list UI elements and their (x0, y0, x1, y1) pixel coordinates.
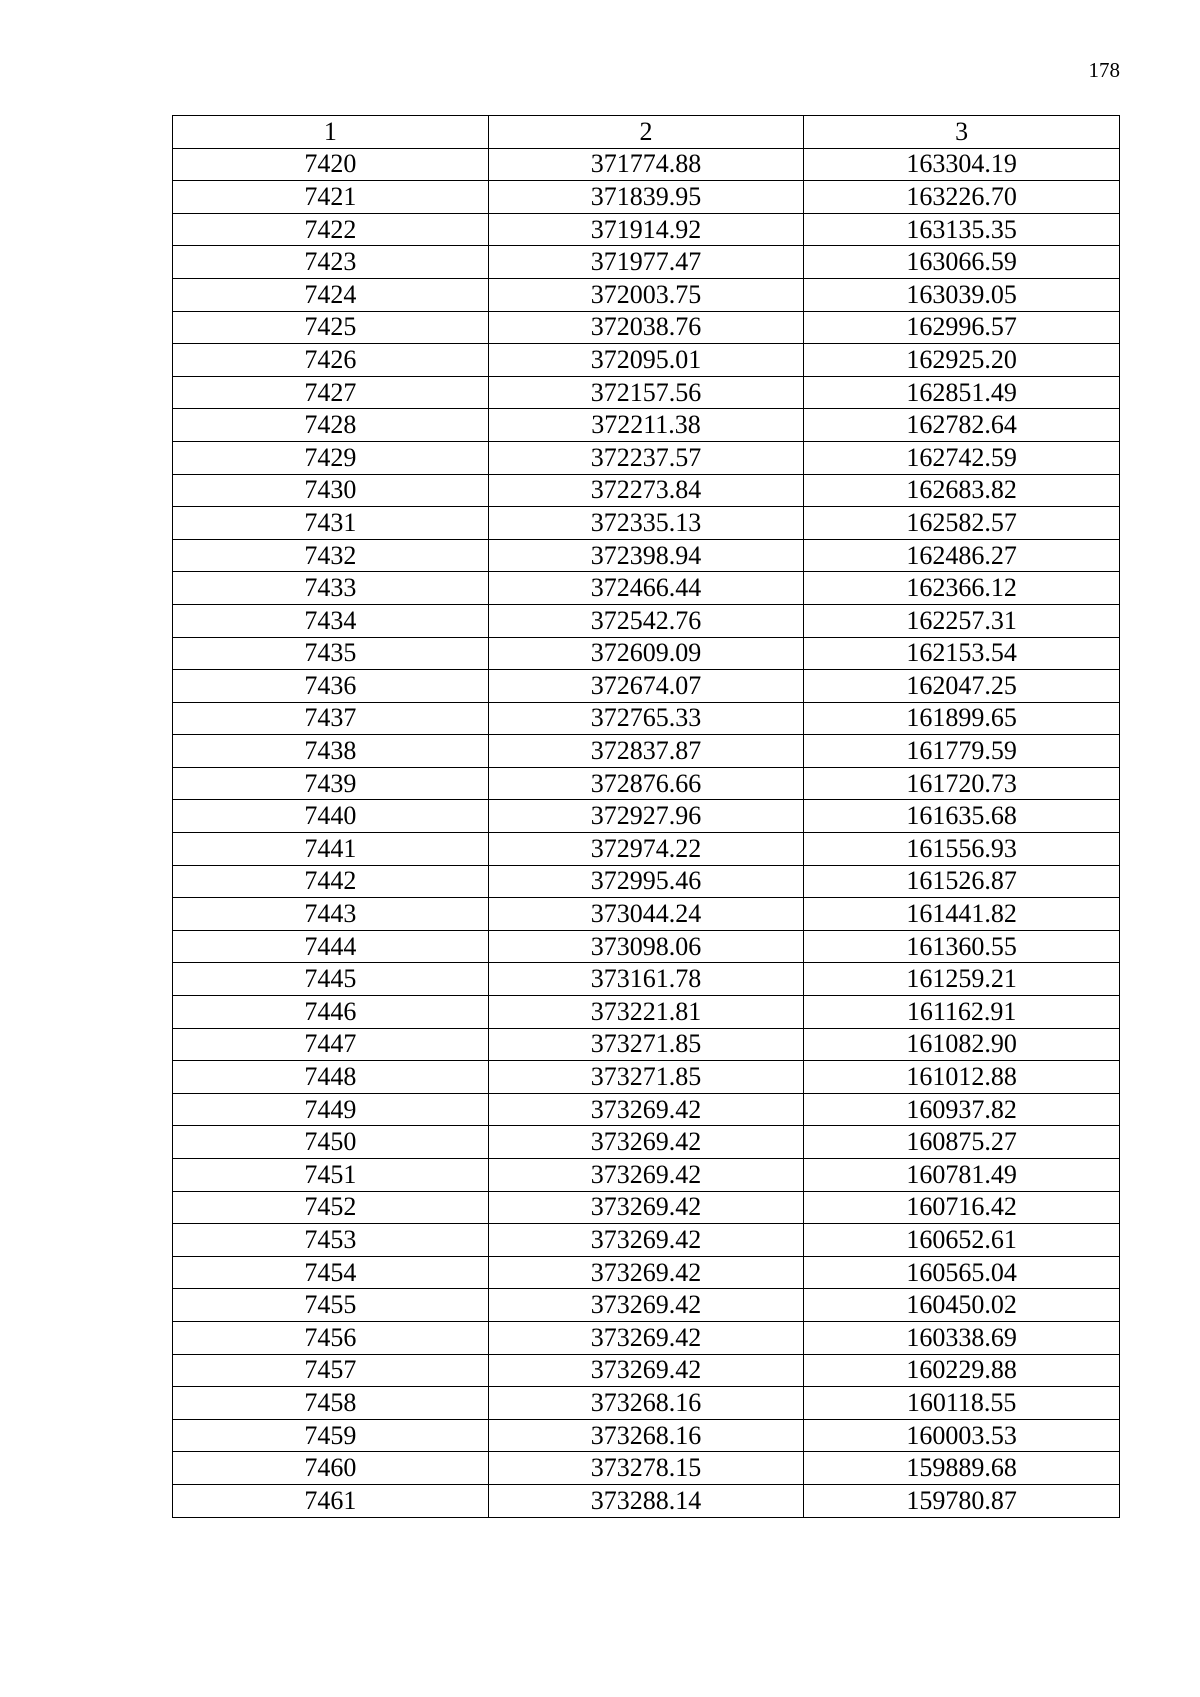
table-row (173, 735, 1120, 768)
table-cell: 161012.88 (804, 1061, 1120, 1094)
table-cell: 373269.42 (488, 1354, 804, 1387)
table-cell: 160875.27 (804, 1126, 1120, 1159)
table-cell: 7448 (173, 1061, 489, 1094)
table-cell: 7457 (173, 1354, 489, 1387)
table-cell: 162996.57 (804, 311, 1120, 344)
table-cell: 162153.54 (804, 637, 1120, 670)
table-cell: 372609.09 (488, 637, 804, 670)
table-row (173, 246, 1120, 279)
table-cell: 373278.15 (488, 1452, 804, 1485)
table-cell: 7434 (173, 604, 489, 637)
table-cell: 372398.94 (488, 539, 804, 572)
table-cell: 7425 (173, 311, 489, 344)
table-row (173, 898, 1120, 931)
table-row (173, 1093, 1120, 1126)
table-cell: 7423 (173, 246, 489, 279)
table-cell: 372995.46 (488, 865, 804, 898)
table-cell: 7459 (173, 1419, 489, 1452)
table-cell: 371839.95 (488, 181, 804, 214)
table-row (173, 800, 1120, 833)
table-row (173, 1256, 1120, 1289)
table-cell: 372466.44 (488, 572, 804, 605)
table-cell: 372038.76 (488, 311, 804, 344)
table-body (173, 148, 1120, 1517)
table-row (173, 1289, 1120, 1322)
table-row (173, 344, 1120, 377)
table-cell: 160118.55 (804, 1387, 1120, 1420)
table-cell: 7447 (173, 1028, 489, 1061)
table-row (173, 474, 1120, 507)
table-cell: 7433 (173, 572, 489, 605)
table-cell: 7428 (173, 409, 489, 442)
table-row (173, 278, 1120, 311)
table-cell: 7429 (173, 441, 489, 474)
table-cell: 7422 (173, 213, 489, 246)
table-cell: 160781.49 (804, 1159, 1120, 1192)
table-cell: 373269.42 (488, 1191, 804, 1224)
table-row (173, 409, 1120, 442)
table-cell: 160937.82 (804, 1093, 1120, 1126)
table-row (173, 441, 1120, 474)
table-cell: 372157.56 (488, 376, 804, 409)
table-cell: 163226.70 (804, 181, 1120, 214)
table-cell: 373268.16 (488, 1387, 804, 1420)
table-cell: 373269.42 (488, 1126, 804, 1159)
table-cell: 162851.49 (804, 376, 1120, 409)
table-cell: 371977.47 (488, 246, 804, 279)
table-cell: 160652.61 (804, 1224, 1120, 1257)
table-row (173, 1191, 1120, 1224)
table-cell: 7450 (173, 1126, 489, 1159)
table-cell: 161360.55 (804, 930, 1120, 963)
table-row (173, 181, 1120, 214)
table-cell: 373161.78 (488, 963, 804, 996)
table-row (173, 507, 1120, 540)
table-row (173, 930, 1120, 963)
table-row (173, 767, 1120, 800)
table-cell: 7446 (173, 996, 489, 1029)
table-cell: 7444 (173, 930, 489, 963)
table-cell: 7426 (173, 344, 489, 377)
table-cell: 372542.76 (488, 604, 804, 637)
table-cell: 162742.59 (804, 441, 1120, 474)
table-row (173, 148, 1120, 181)
table-cell: 7427 (173, 376, 489, 409)
table-cell: 160003.53 (804, 1419, 1120, 1452)
table-cell: 160716.42 (804, 1191, 1120, 1224)
table-cell: 161720.73 (804, 767, 1120, 800)
table-cell: 162782.64 (804, 409, 1120, 442)
table-row (173, 376, 1120, 409)
table-cell: 7460 (173, 1452, 489, 1485)
table-cell: 162683.82 (804, 474, 1120, 507)
column-header-1: 1 (173, 116, 489, 149)
table-cell: 372927.96 (488, 800, 804, 833)
header-row (173, 116, 1120, 149)
table-cell: 373269.42 (488, 1256, 804, 1289)
table-cell: 163066.59 (804, 246, 1120, 279)
table-cell: 7440 (173, 800, 489, 833)
table-cell: 161779.59 (804, 735, 1120, 768)
table-cell: 160565.04 (804, 1256, 1120, 1289)
table-cell: 161259.21 (804, 963, 1120, 996)
table-cell: 7424 (173, 278, 489, 311)
table-cell: 162486.27 (804, 539, 1120, 572)
table-row (173, 963, 1120, 996)
table-cell: 160450.02 (804, 1289, 1120, 1322)
table-cell: 162047.25 (804, 670, 1120, 703)
table-cell: 373269.42 (488, 1321, 804, 1354)
table-cell: 161441.82 (804, 898, 1120, 931)
table-cell: 7461 (173, 1484, 489, 1517)
table-row (173, 1484, 1120, 1517)
table-cell: 7437 (173, 702, 489, 735)
table-cell: 7454 (173, 1256, 489, 1289)
table-row (173, 604, 1120, 637)
table-cell: 373269.42 (488, 1159, 804, 1192)
table-cell: 7436 (173, 670, 489, 703)
table-cell: 159889.68 (804, 1452, 1120, 1485)
table-row (173, 670, 1120, 703)
table-cell: 372211.38 (488, 409, 804, 442)
table-cell: 372974.22 (488, 833, 804, 866)
table-cell: 7445 (173, 963, 489, 996)
table-cell: 162366.12 (804, 572, 1120, 605)
table-cell: 7435 (173, 637, 489, 670)
table-cell: 373098.06 (488, 930, 804, 963)
table-row (173, 1321, 1120, 1354)
table-cell: 160338.69 (804, 1321, 1120, 1354)
table-row (173, 1224, 1120, 1257)
table-row (173, 1126, 1120, 1159)
table-cell: 373268.16 (488, 1419, 804, 1452)
table-cell: 372003.75 (488, 278, 804, 311)
table-row (173, 1159, 1120, 1192)
table-row (173, 996, 1120, 1029)
table-cell: 162257.31 (804, 604, 1120, 637)
column-header-3: 3 (804, 116, 1120, 149)
page-number: 178 (1088, 58, 1120, 82)
table-row (173, 1354, 1120, 1387)
table-cell: 371774.88 (488, 148, 804, 181)
table-cell: 373044.24 (488, 898, 804, 931)
table-row (173, 637, 1120, 670)
table-cell: 373269.42 (488, 1093, 804, 1126)
coordinates-table (172, 115, 1120, 1518)
table-cell: 7453 (173, 1224, 489, 1257)
table-cell: 163039.05 (804, 278, 1120, 311)
table-cell: 372237.57 (488, 441, 804, 474)
table-header (173, 116, 1120, 149)
table-cell: 372095.01 (488, 344, 804, 377)
table-cell: 7458 (173, 1387, 489, 1420)
table-cell: 373269.42 (488, 1289, 804, 1322)
table-cell: 161556.93 (804, 833, 1120, 866)
table-cell: 161635.68 (804, 800, 1120, 833)
table-row (173, 702, 1120, 735)
table-cell: 7420 (173, 148, 489, 181)
table-cell: 373288.14 (488, 1484, 804, 1517)
table-cell: 372837.87 (488, 735, 804, 768)
table-row (173, 1387, 1120, 1420)
table-cell: 7452 (173, 1191, 489, 1224)
table-cell: 7456 (173, 1321, 489, 1354)
table-cell: 7432 (173, 539, 489, 572)
table-cell: 7430 (173, 474, 489, 507)
table-row (173, 1028, 1120, 1061)
table-cell: 7438 (173, 735, 489, 768)
table-row (173, 865, 1120, 898)
table-cell: 163135.35 (804, 213, 1120, 246)
table-row (173, 1452, 1120, 1485)
table-cell: 7439 (173, 767, 489, 800)
table-cell: 372273.84 (488, 474, 804, 507)
table-cell: 7431 (173, 507, 489, 540)
table-cell: 7455 (173, 1289, 489, 1322)
table-cell: 373271.85 (488, 1028, 804, 1061)
table-row (173, 1419, 1120, 1452)
table-cell: 372876.66 (488, 767, 804, 800)
table-cell: 163304.19 (804, 148, 1120, 181)
table-cell: 161082.90 (804, 1028, 1120, 1061)
table-cell: 7451 (173, 1159, 489, 1192)
table-row (173, 213, 1120, 246)
table-row (173, 311, 1120, 344)
table-cell: 372674.07 (488, 670, 804, 703)
table-row (173, 572, 1120, 605)
table-row (173, 833, 1120, 866)
column-header-2: 2 (488, 116, 804, 149)
table-cell: 372765.33 (488, 702, 804, 735)
table-cell: 7443 (173, 898, 489, 931)
table-cell: 159780.87 (804, 1484, 1120, 1517)
table-cell: 161162.91 (804, 996, 1120, 1029)
table-cell: 162925.20 (804, 344, 1120, 377)
table-cell: 162582.57 (804, 507, 1120, 540)
table-cell: 373221.81 (488, 996, 804, 1029)
table-cell: 161526.87 (804, 865, 1120, 898)
table-row (173, 1061, 1120, 1094)
table-cell: 373269.42 (488, 1224, 804, 1257)
table-cell: 371914.92 (488, 213, 804, 246)
table-cell: 7442 (173, 865, 489, 898)
table-cell: 7441 (173, 833, 489, 866)
table-cell: 160229.88 (804, 1354, 1120, 1387)
table-cell: 161899.65 (804, 702, 1120, 735)
table-cell: 7449 (173, 1093, 489, 1126)
table-cell: 373271.85 (488, 1061, 804, 1094)
table-row (173, 539, 1120, 572)
table-cell: 372335.13 (488, 507, 804, 540)
table-cell: 7421 (173, 181, 489, 214)
